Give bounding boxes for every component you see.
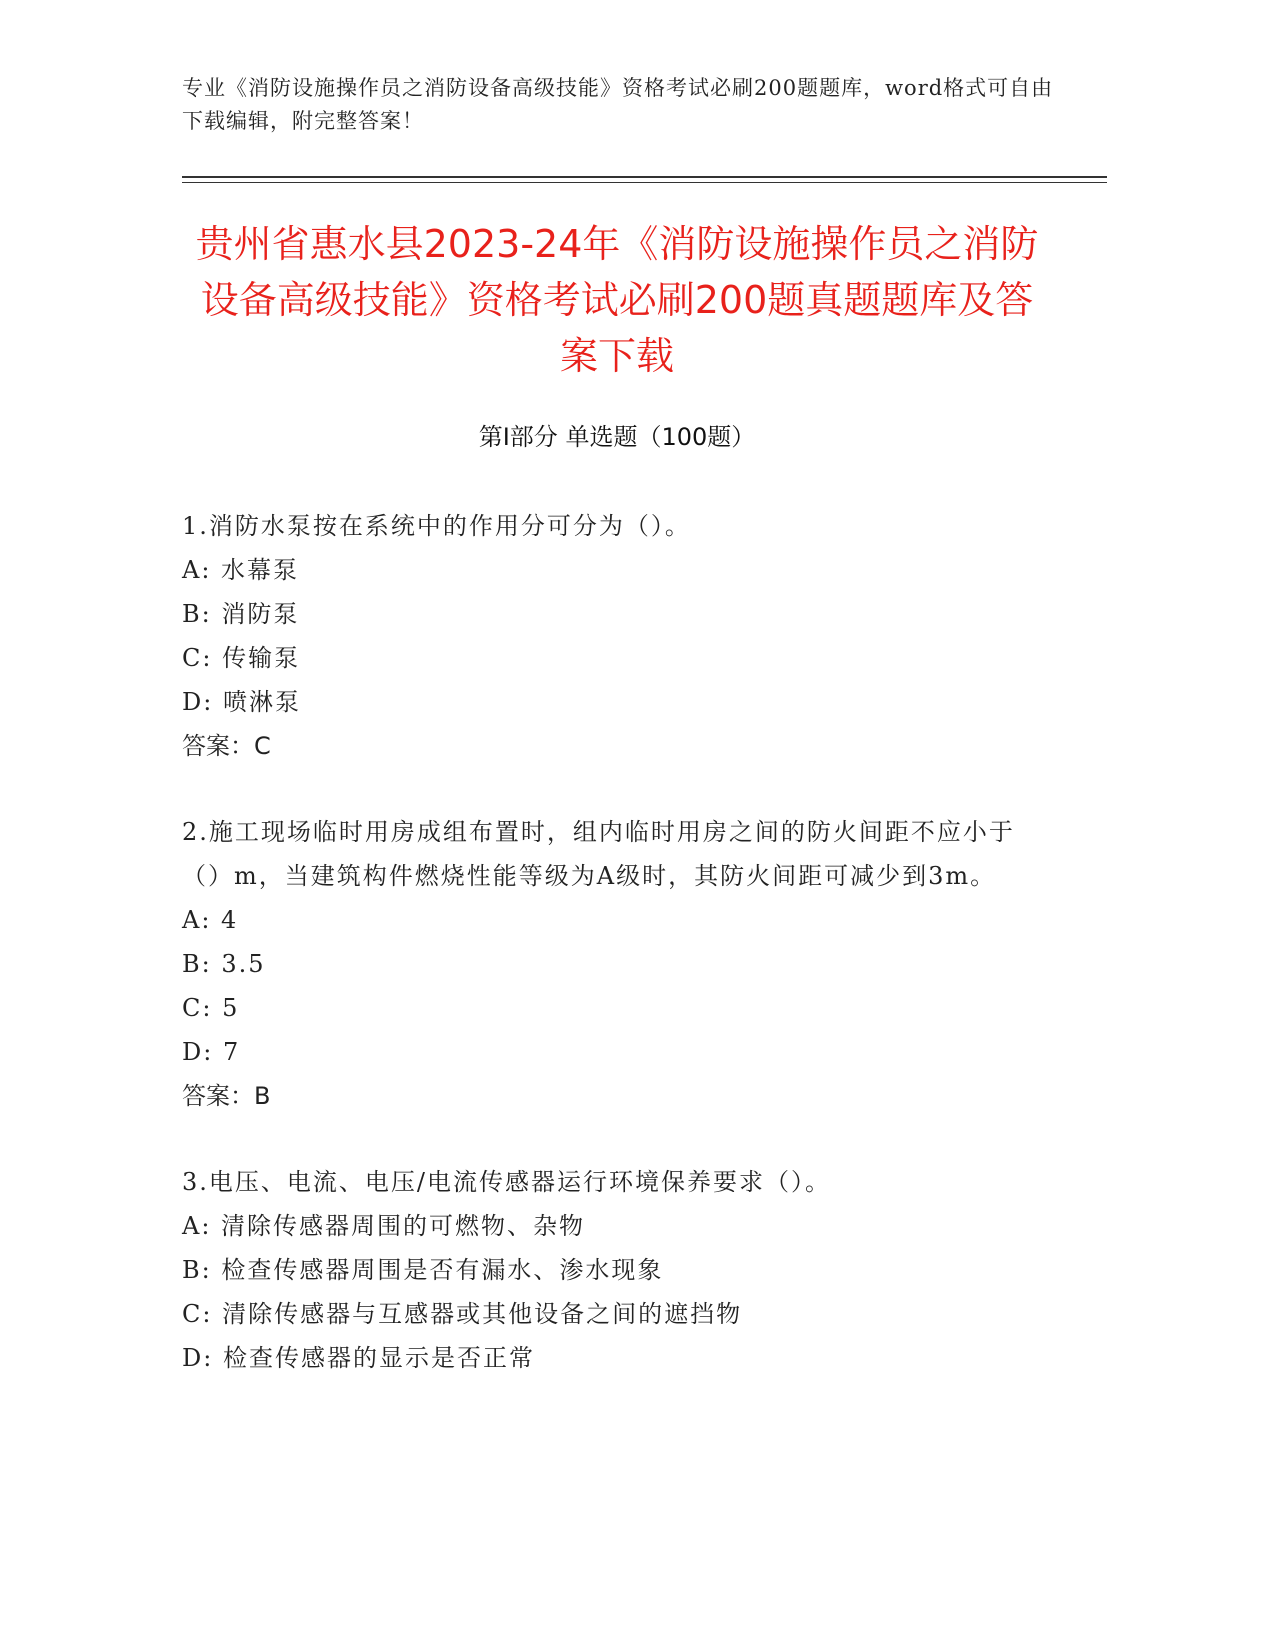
- option-d: D: 检查传感器的显示是否正常: [182, 1344, 535, 1372]
- question-answer: 答案：B: [182, 1082, 271, 1110]
- question-item: [182, 1160, 1042, 1380]
- option-d: D: 7: [182, 1038, 241, 1066]
- option-c: C: 传输泵: [182, 644, 301, 672]
- question-answer: 答案：C: [182, 732, 271, 760]
- section-heading: 第I部分 单选题（100题）: [478, 423, 756, 451]
- question-stem: 1.消防水泵按在系统中的作用分可分为（）。: [182, 512, 691, 540]
- question-stem: 3.电压、电流、电压/电流传感器运行环境保养要求（）。: [182, 1168, 831, 1196]
- option-b: B: 3.5: [182, 950, 266, 978]
- option-b: B: 消防泵: [182, 600, 300, 628]
- question-list: [182, 504, 1042, 1422]
- header-note: 专业《消防设施操作员之消防设备高级技能》资格考试必刷200题题库，word格式可自由下载编辑，附完整答案！: [182, 76, 1054, 133]
- option-a: A: 水幕泵: [182, 556, 300, 584]
- option-a: A: 清除传感器周围的可燃物、杂物: [182, 1212, 586, 1240]
- option-b: B: 检查传感器周围是否有漏水、渗水现象: [182, 1256, 664, 1284]
- option-c: C: 5: [182, 994, 240, 1022]
- option-c: C: 清除传感器与互感器或其他设备之间的遮挡物: [182, 1300, 743, 1328]
- question-stem: 2.施工现场临时用房成组布置时，组内临时用房之间的防火间距不应小于（）m，当建筑构件燃烧性能等级为A级时，其防火间距可减少到3m。: [182, 818, 1015, 890]
- option-a: A: 4: [182, 906, 239, 934]
- document-title: 贵州省惠水县2023-24年《消防设施操作员之消防设备高级技能》资格考试必刷200题真题题库及答案下载: [195, 222, 1039, 378]
- question-item: [182, 504, 1042, 768]
- question-item: [182, 810, 1042, 1118]
- option-d: D: 喷淋泵: [182, 688, 301, 716]
- header-divider-thick: [182, 176, 1107, 178]
- header-divider-thin: [182, 182, 1107, 183]
